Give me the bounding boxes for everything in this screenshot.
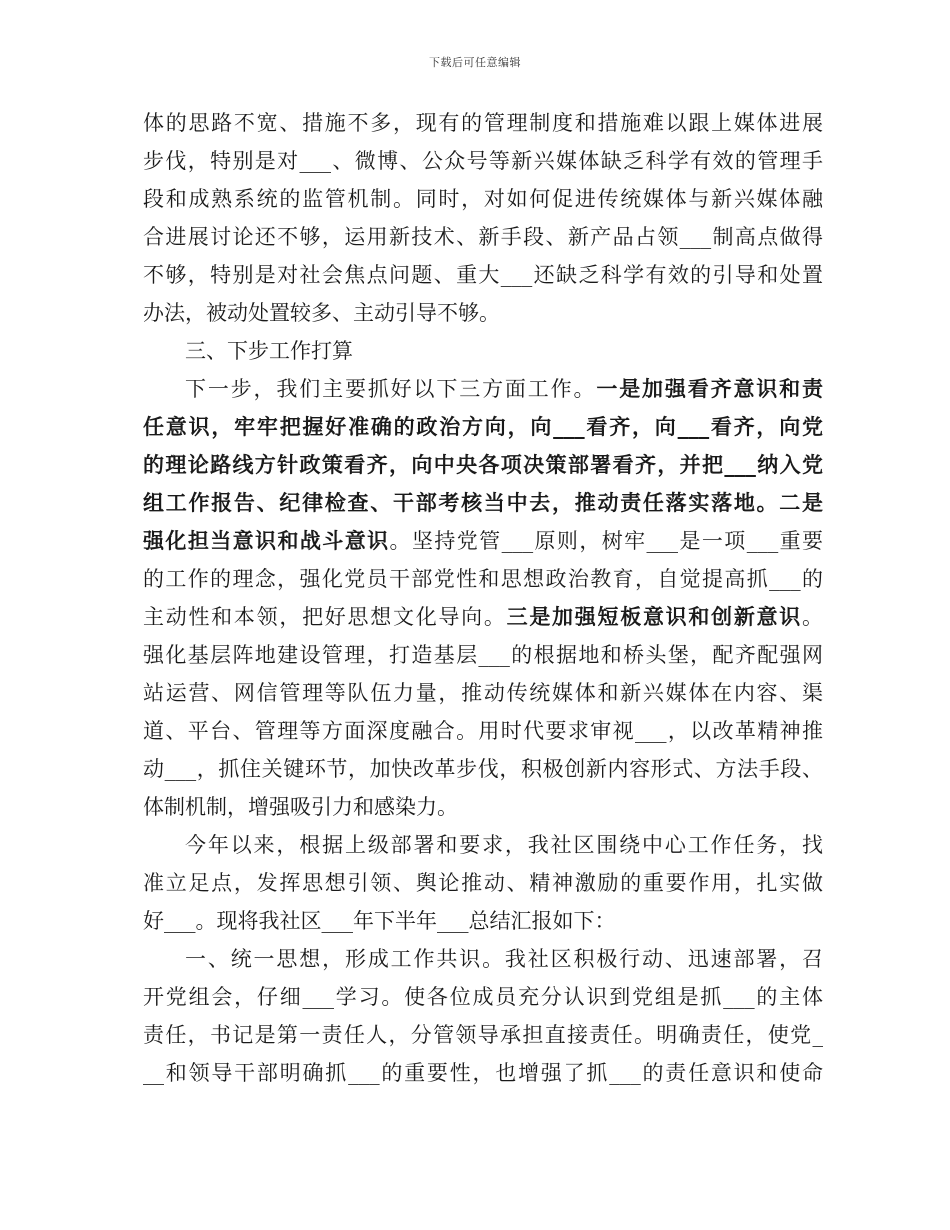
text-run: 体制机制，增强吸引力和感染力。 — [143, 795, 458, 819]
text-line — [143, 674, 823, 712]
text-line — [143, 522, 823, 560]
text-run: 合进展讨论还不够，运用新技术、新手段、新产品占领___制高点做得 — [143, 225, 823, 249]
bold-text: 三是加强短板意识和创新意识 — [506, 604, 803, 629]
text-run: 。 — [802, 605, 824, 629]
text-run: 步伐，特别是对___、微博、公众号等新兴媒体缺乏科学有效的管理手 — [143, 149, 823, 173]
text-line — [143, 218, 823, 256]
paragraph — [143, 826, 823, 940]
text-line — [143, 902, 823, 940]
text-line — [143, 446, 823, 484]
text-line — [143, 636, 823, 674]
text-line — [143, 560, 823, 598]
text-line — [143, 294, 823, 332]
text-line — [143, 978, 823, 1016]
text-run: 体的思路不宽、措施不多，现有的管理制度和措施难以跟上媒体进展 — [143, 111, 823, 135]
paragraph — [143, 104, 823, 332]
text-run: 道、平台、管理等方面深度融合。用时代要求审视___，以改革精神推 — [143, 719, 823, 743]
text-line — [143, 598, 823, 636]
text-line — [143, 142, 823, 180]
bold-text: 一是加强看齐意识和责 — [596, 376, 824, 401]
text-line — [143, 788, 823, 826]
text-run: 办法，被动处置较多、主动引导不够。 — [143, 301, 500, 325]
text-run: 准立足点，发挥思想引领、舆论推动、精神激励的重要作用，扎实做 — [143, 871, 823, 895]
text-run: 。坚持党管___原则，树牢___是一项___重要 — [389, 529, 824, 553]
text-run: 下一步，我们主要抓好以下三方面工作。 — [185, 377, 597, 401]
text-line — [143, 484, 823, 522]
text-line — [143, 1016, 823, 1054]
text-run: 好___。现将我社区___年下半年___总结汇报如下： — [143, 909, 616, 933]
text-run: 今年以来，根据上级部署和要求，我社区围绕中心工作任务，找 — [185, 833, 823, 857]
text-line — [143, 370, 823, 408]
text-run: 强化基层阵地建设管理，打造基层___的根据地和桥头堡，配齐配强网 — [143, 643, 823, 667]
text-run: 一、统一思想，形成工作共识。我社区积极行动、迅速部署，召 — [185, 947, 823, 971]
paragraph — [143, 940, 823, 1092]
bold-text: 组工作报告、纪律检查、干部考核当中去，推动责任落实落地。二是 — [143, 490, 823, 515]
text-run: 主动性和本领，把好思想文化导向。 — [143, 605, 507, 629]
text-line — [143, 256, 823, 294]
text-line — [143, 408, 823, 446]
text-run: 动___，抓住关键环节，加快改革步伐，积极创新内容形式、方法手段、 — [143, 757, 823, 781]
text-run: __和领导干部明确抓___的重要性，也增强了抓___的责任意识和使命 — [143, 1061, 823, 1085]
text-line — [143, 750, 823, 788]
text-run: 责任，书记是第一责任人，分管领导承担直接责任。明确责任，使党_ — [143, 1023, 823, 1047]
text-run: 的工作的理念，强化党员干部党性和思想政治教育，自觉提高抓___的 — [143, 567, 823, 591]
text-run: 开党组会，仔细___学习。使各位成员充分认识到党组是抓___的主体 — [143, 985, 823, 1009]
bold-text: 的理论路线方针政策看齐，向中央各项决策部署看齐，并把___纳入党 — [143, 452, 823, 477]
bold-text: 强化担当意识和战斗意识 — [143, 528, 390, 553]
text-line — [143, 864, 823, 902]
bold-text: 任意识，牢牢把握好准确的政治方向，向___看齐，向___看齐，向党 — [143, 414, 823, 439]
text-line — [143, 104, 823, 142]
paragraph — [143, 370, 823, 826]
text-line — [143, 826, 823, 864]
text-line — [143, 712, 823, 750]
document-body — [143, 104, 823, 1092]
text-line — [143, 180, 823, 218]
text-run: 不够，特别是对社会焦点问题、重大___还缺乏科学有效的引导和处置 — [143, 263, 823, 287]
text-line — [143, 332, 823, 370]
text-run: 段和成熟系统的监管机制。同时，对如何促进传统媒体与新兴媒体融 — [143, 187, 823, 211]
text-run: 三、下步工作打算 — [185, 339, 353, 363]
text-run: 站运营、网信管理等队伍力量，推动传统媒体和新兴媒体在内容、渠 — [143, 681, 823, 705]
text-line — [143, 940, 823, 978]
section-heading — [143, 332, 823, 370]
text-line — [143, 1054, 823, 1092]
page-header: 下载后可任意编辑 — [429, 56, 521, 69]
